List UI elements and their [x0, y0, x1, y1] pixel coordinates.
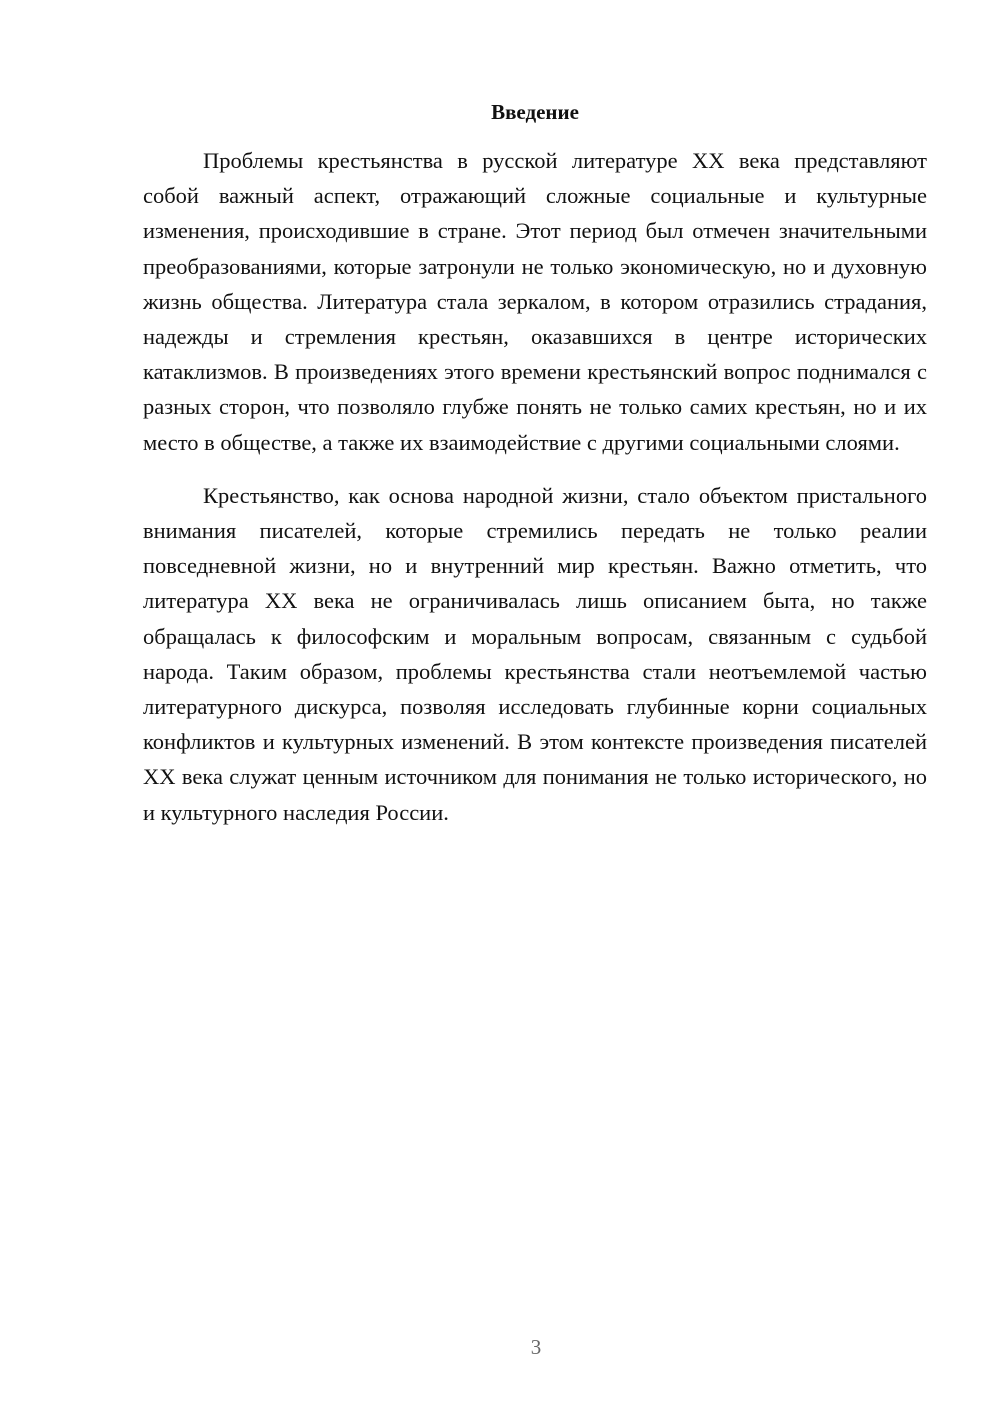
section-heading: Введение [491, 100, 579, 124]
page-number: 3 [530, 1335, 542, 1359]
paragraph-1: Проблемы крестьянства в русской литературе XX века представляют собой важный аспект, отражающий сложные социальные и культурные изменения, происходившие в стране. Этот период был отмечен значительными преобразованиями, которые затронули не только экономическую, но и духовную жизнь общества. Литература стала зеркалом, в котором отразились страдания, надежды и стремления крестьян, оказавшихся в центре исторических катаклизмов. В произведениях этого времени крестьянский вопрос поднимался с разных сторон, что позволяло глубже понять не только самих крестьян, но и их место в обществе, а также их взаимодействие с другими социальными слоями. [143, 148, 927, 455]
body-text [143, 143, 927, 830]
paragraph-2: Крестьянство, как основа народной жизни, стало объектом пристального внимания писателей, которые стремились передать не только реалии повседневной жизни, но и внутренний мир крестьян. Важно отметить, что литература XX века не ограничивалась лишь описанием быта, но также обращалась к философским и моральным вопросам, связанным с судьбой народа. Таким образом, проблемы крестьянства стали неотъемлемой частью литературного дискурса, позволяя исследовать глубинные корни социальных конфликтов и культурных изменений. В этом контексте произведения писателей XX века служат ценным источником для понимания не только исторического, но и культурного наследия России. [143, 482, 927, 825]
